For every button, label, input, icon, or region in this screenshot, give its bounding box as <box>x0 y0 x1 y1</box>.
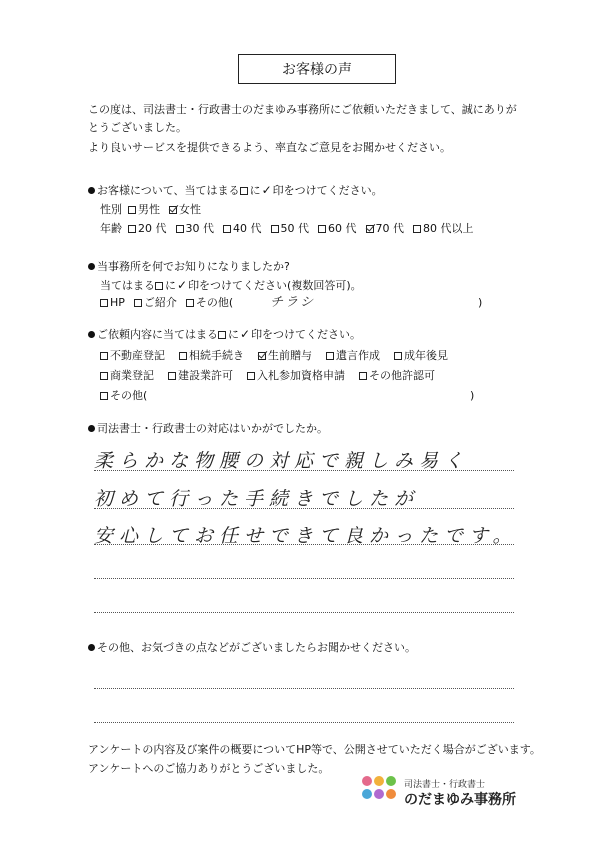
checkbox-icon[interactable] <box>326 352 334 360</box>
service-guardianship[interactable]: 成年後見 <box>394 349 448 362</box>
q4-answer-line-3: 安心してお任せできて良かったです。 <box>94 525 518 547</box>
checkmark-icon: ✓ <box>177 278 188 292</box>
checkbox-icon[interactable] <box>318 225 326 233</box>
q1-age-row <box>100 222 483 235</box>
sex-option-male[interactable]: 男性 <box>128 203 160 216</box>
q2-options-row <box>100 296 233 309</box>
service-gift[interactable]: 生前贈与 <box>258 349 312 362</box>
intro-line-1: この度は、司法書士・行政書士のだまゆみ事務所にご依頼いただきまして、誠にありが <box>88 103 517 116</box>
age-option-30[interactable]: 30 代 <box>176 222 215 235</box>
checkbox-icon[interactable] <box>100 372 108 380</box>
checkbox-icon[interactable] <box>100 392 108 400</box>
checkmark-icon: ✓ <box>240 327 251 341</box>
service-construction[interactable]: 建設業許可 <box>168 369 233 382</box>
checkbox-icon[interactable] <box>359 372 367 380</box>
page-title: お客様の声 <box>238 54 396 84</box>
checkbox-sample-icon <box>155 282 163 290</box>
close-paren: ) <box>470 389 475 402</box>
answer-rule <box>94 544 514 545</box>
checkbox-icon[interactable] <box>176 225 184 233</box>
source-other-answer: チラシ <box>270 295 316 310</box>
service-will[interactable]: 遺言作成 <box>326 349 380 362</box>
checkbox-icon[interactable] <box>128 206 136 214</box>
checkmark-icon: ✓ <box>261 183 272 197</box>
bullet-icon <box>88 187 95 194</box>
q4-answer-line-2: 初めて行った手続きでしたが <box>94 488 420 510</box>
q4-answer-line-1: 柔らかな物腰の対応で親しみ易く <box>94 450 470 472</box>
q3-row-2 <box>100 369 444 382</box>
checkbox-icon[interactable] <box>247 372 255 380</box>
service-real-estate[interactable]: 不動産登記 <box>100 349 165 362</box>
age-option-80[interactable]: 80 代以上 <box>413 222 474 235</box>
checkbox-icon[interactable] <box>413 225 421 233</box>
service-bidding[interactable]: 入札参加資格申請 <box>247 369 345 382</box>
age-label: 年齢 <box>100 222 122 235</box>
answer-rule <box>94 470 514 471</box>
checkbox-icon[interactable] <box>271 225 279 233</box>
checkbox-sample-icon <box>240 187 248 195</box>
age-option-70[interactable]: 70 代 <box>366 222 405 235</box>
answer-rule <box>94 722 514 723</box>
service-commercial[interactable]: 商業登記 <box>100 369 154 382</box>
q2-heading: 当事務所を何でお知りになりましたか? <box>88 260 290 273</box>
checkbox-icon[interactable] <box>100 352 108 360</box>
answer-rule <box>94 578 514 579</box>
intro-line-3: より良いサービスを提供できるよう、率直なご意見をお聞かせください。 <box>88 141 451 154</box>
checkbox-checked-icon[interactable] <box>366 225 374 233</box>
checkbox-icon[interactable] <box>186 299 194 307</box>
bullet-icon <box>88 644 95 651</box>
answer-rule <box>94 612 514 613</box>
checkbox-icon[interactable] <box>168 372 176 380</box>
service-inheritance[interactable]: 相続手続き <box>179 349 244 362</box>
footer-line-1: アンケートの内容及び案件の概要についてHP等で、公開させていただく場合がございます。 <box>88 743 541 756</box>
answer-rule <box>94 508 514 509</box>
bullet-icon <box>88 331 95 338</box>
logo-subtitle: 司法書士・行政書士 <box>404 780 486 790</box>
sex-option-female[interactable]: 女性 <box>169 203 201 216</box>
source-option-other[interactable]: その他( <box>186 296 233 309</box>
intro-line-2: とうございました。 <box>88 121 187 134</box>
q2-subheading: 当てはまる に ✓ 印をつけてください(複数回答可)。 <box>100 278 362 292</box>
bullet-icon <box>88 263 95 270</box>
answer-rule <box>94 688 514 689</box>
office-logo-icon <box>362 776 402 808</box>
logo-name: のだまゆみ事務所 <box>404 792 516 808</box>
checkbox-icon[interactable] <box>128 225 136 233</box>
service-other[interactable]: その他( <box>100 389 147 402</box>
q1-heading: お客様について、当てはまる に ✓ 印をつけてください。 <box>88 184 383 197</box>
q4-heading: 司法書士・行政書士の対応はいかがでしたか。 <box>88 422 328 435</box>
checkbox-icon[interactable] <box>179 352 187 360</box>
checkbox-icon[interactable] <box>100 299 108 307</box>
bullet-icon <box>88 425 95 432</box>
checkbox-sample-icon <box>218 331 226 339</box>
sex-label: 性別 <box>100 203 122 216</box>
close-paren: ) <box>478 296 483 309</box>
footer-line-2: アンケートへのご協力ありがとうございました。 <box>88 762 330 775</box>
q5-heading: その他、お気づきの点などがございましたらお聞かせください。 <box>88 641 416 654</box>
source-option-referral[interactable]: ご紹介 <box>134 296 177 309</box>
age-option-60[interactable]: 60 代 <box>318 222 357 235</box>
age-option-50[interactable]: 50 代 <box>271 222 310 235</box>
q3-row-3 <box>100 389 156 402</box>
source-option-hp[interactable]: HP <box>100 296 125 309</box>
age-option-20[interactable]: 20 代 <box>128 222 167 235</box>
q3-row-1 <box>100 349 457 362</box>
checkbox-checked-icon[interactable] <box>258 352 266 360</box>
service-other-license[interactable]: その他許認可 <box>359 369 435 382</box>
checkbox-icon[interactable] <box>394 352 402 360</box>
checkbox-icon[interactable] <box>134 299 142 307</box>
age-option-40[interactable]: 40 代 <box>223 222 262 235</box>
checkbox-icon[interactable] <box>223 225 231 233</box>
q3-heading: ご依頼内容に当てはまる に ✓ 印をつけてください。 <box>88 328 361 341</box>
q1-sex-row <box>100 203 210 216</box>
checkbox-checked-icon[interactable] <box>169 206 177 214</box>
